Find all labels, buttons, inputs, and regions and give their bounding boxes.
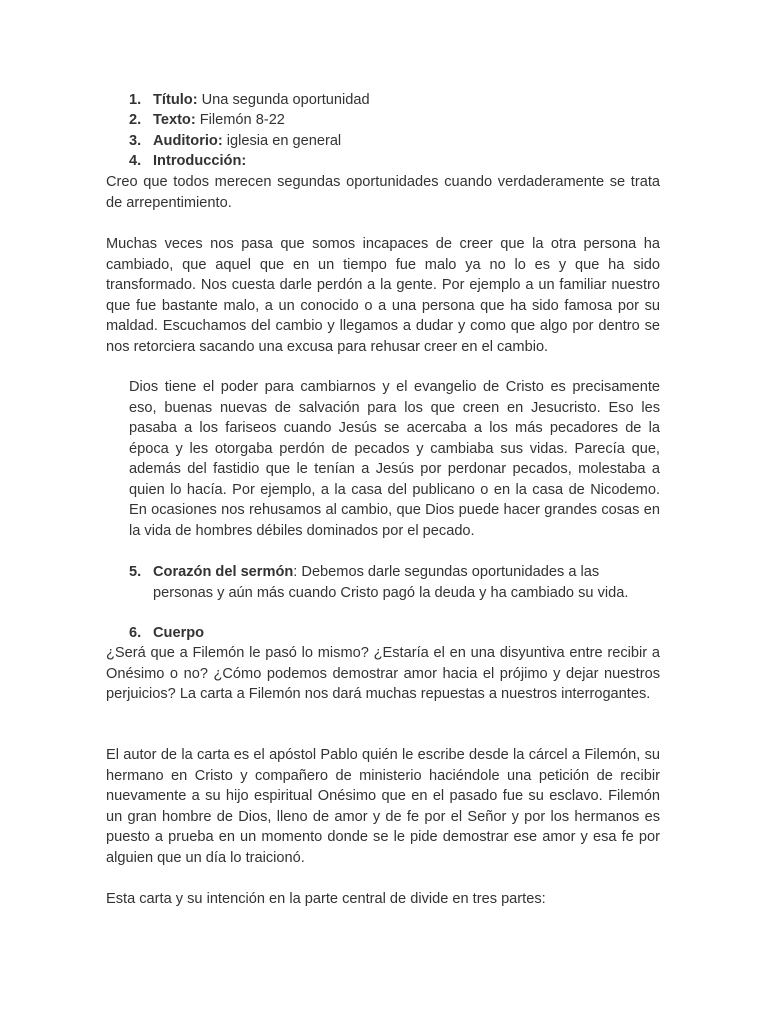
intro-paragraph-2: Muchas veces nos pasa que somos incapaces de creer que la otra persona ha cambiado, que aquel que en un tiempo fue malo ya no lo es y que ha sido transformado. Nos cuesta darle perdón a la gente. Por ejemplo a un familiar nuestro que fue bastante malo, a un conocido o a una persona que ha sido famosa por su maldad. Escuchamos del cambio y llegamos a dudar y como que algo por dentro se nos retorciera sacando una excusa para rehusar creer en el cambio. bbox=[106, 236, 660, 355]
body-paragraph-1: ¿Será que a Filemón le pasó lo mismo? ¿Estaría el en una disyuntiva entre recibir a Onésimo o no? ¿Cómo podemos demostrar amor hacia el prójimo y dejar nuestros perjuicios? La carta a Filemón nos dará muchas repuestas a nuestros interrogantes. bbox=[106, 645, 660, 702]
item-number: 6. bbox=[129, 625, 142, 641]
item-number: 2. bbox=[129, 112, 142, 128]
item-number: 5. bbox=[129, 564, 142, 580]
item-label: Corazón del sermón bbox=[153, 564, 294, 580]
intro-paragraph-1: Creo que todos merecen segundas oportunidades cuando verdaderamente se trata de arrepentimiento. bbox=[106, 174, 660, 211]
item-number: 1. bbox=[129, 92, 142, 108]
body-paragraph-2: El autor de la carta es el apóstol Pablo quién le escribe desde la cárcel a Filemón, su hermano en Cristo y compañero de ministerio haciéndole una petición de recibir nuevamente a su hijo espiritual Onésimo que en el pasado fue su esclavo. Filemón un gran hombre de Dios, lleno de amor y de fe por el Señor y por los hermanos es puesto a prueba en un momento donde se le pide demostrar ese amor y esa fe por alguien que un día lo traicionó. bbox=[106, 747, 660, 866]
intro-paragraph-3: Dios tiene el poder para cambiarnos y el evangelio de Cristo es precisamente eso, buenas nuevas de salvación para los que creen en Jesucristo. Eso les pasaba a los fariseos cuando Jesús se acercaba a los más pecadores de la época y les otorgaba perdón de pecados y cambiaba sus vidas. Parecía que, además del fastidio que le tenían a Jesús por perdonar pecados, molestaba a quien lo hacía. Por ejemplo, a la casa del publicano o en la casa de Nicodemo. En ocasiones nos rehusamos al cambio, que Dios puede hacer grandes cosas en la vida de hombres débiles dominados por el pecado. bbox=[129, 379, 660, 539]
item-label: Introducción: bbox=[153, 153, 247, 169]
item-number: 4. bbox=[129, 153, 142, 169]
outline-item-title bbox=[129, 90, 370, 110]
item-label: Cuerpo bbox=[153, 625, 205, 641]
outline-item-sermon-heart bbox=[129, 562, 660, 603]
item-value: Filemón 8-22 bbox=[195, 112, 285, 128]
outline-item-introduction bbox=[129, 151, 246, 171]
item-value: iglesia en general bbox=[222, 133, 342, 149]
outline-item-body bbox=[129, 623, 204, 643]
item-value: Una segunda oportunidad bbox=[197, 92, 370, 108]
outline-item-text bbox=[129, 110, 285, 130]
outline-item-audience bbox=[129, 131, 341, 151]
body-paragraph-3: Esta carta y su intención en la parte central de divide en tres partes: bbox=[106, 891, 546, 907]
item-label: Auditorio: bbox=[153, 133, 223, 149]
item-text: : Debemos darle segundas oportunidades a las bbox=[293, 564, 600, 580]
item-text-continued: personas y aún más cuando Cristo pagó la deuda y ha cambiado su vida. bbox=[153, 584, 629, 601]
item-label: Texto: bbox=[153, 112, 196, 128]
item-label: Título: bbox=[153, 92, 198, 108]
item-number: 3. bbox=[129, 133, 142, 149]
